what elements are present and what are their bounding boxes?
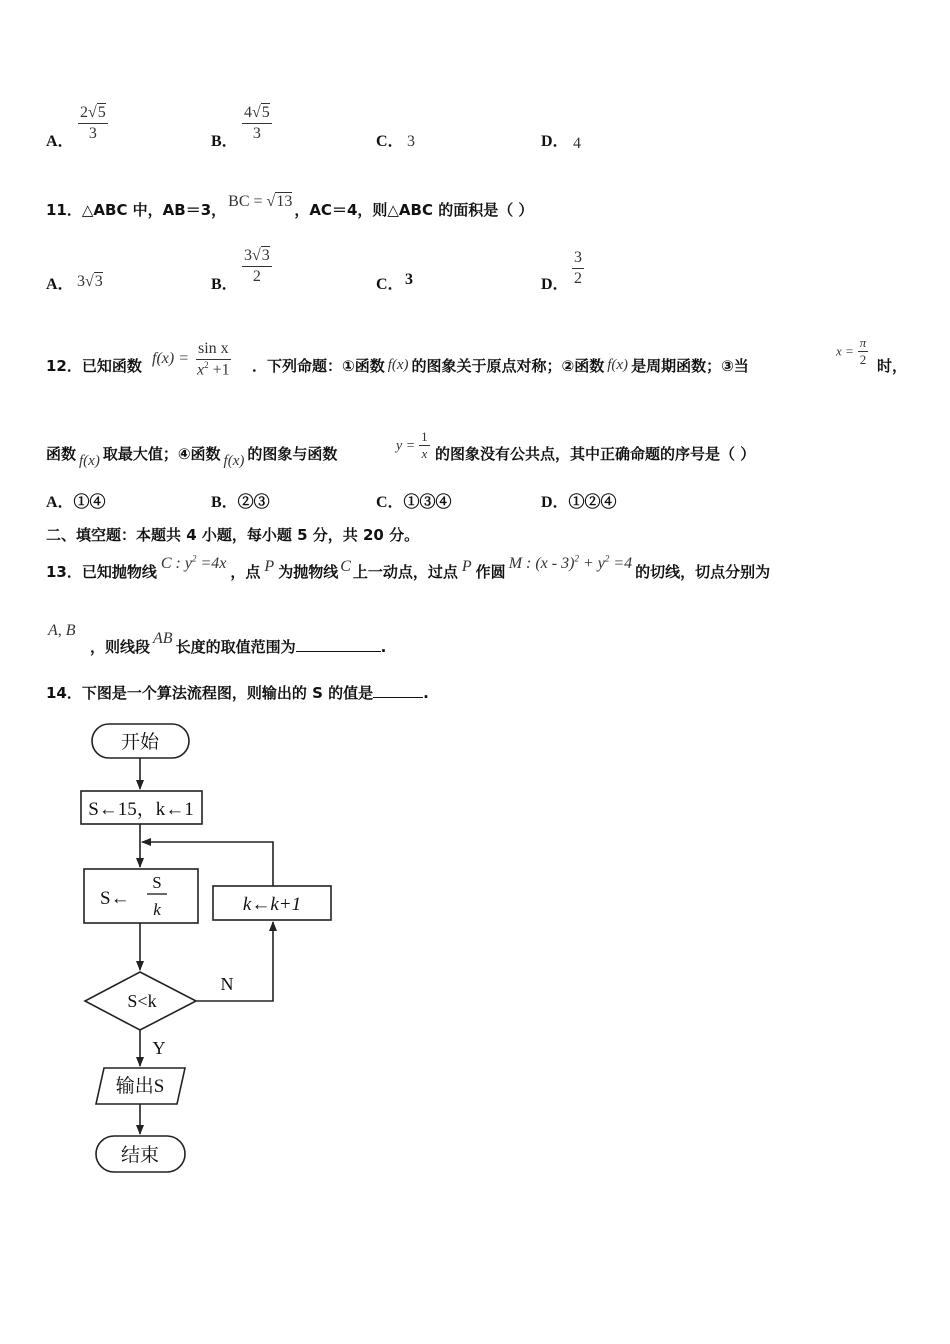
q12-option-b[interactable]: B．②③ [211,494,270,511]
q14-stem: 14．下图是一个算法流程图，则输出的 S 的值是 . [46,684,429,702]
flow-arrow-no-branch [196,922,273,1001]
q12-option-d[interactable]: D．①②④ [541,494,617,511]
q12-stem-b: ．下列命题：①函数 f(x) 的图象关于原点对称；②函数 f(x) 是周期函数；③当 [252,357,749,375]
q12-line2: 函数 f(x) 取最大值；④函数 f(x) 的图象与函数 [46,445,338,469]
q12-function-def: f(x) = $\frac{\text{sin x}}{x^2 +1}$ [152,340,230,378]
q12-line2-end: 的图象没有公共点，其中正确命题的序号是（ ） [435,445,756,463]
flow-condition-label: S<k [127,991,157,1011]
q12-x-eq-pi-half: x = $\frac{\pi}{2}$ [836,335,867,368]
q12-stem-label: 12．已知函数 [46,357,142,375]
flow-increment-label: k←k+1 [242,894,302,915]
q13-stem: 13．已知抛物线 C : $y^2 =4x$ ，点 P 为抛物线 C 上一动点，过点 P 作圆 M : $(x - 3)^2 + y^2 =4$ 的切线，切点分别为 [46,553,771,581]
q13-line2: ，则线段 AB 长度的取值范围为 . [90,630,387,656]
q11-option-d-label[interactable]: D． [541,276,569,293]
flow-start-label: 开始 [120,732,160,753]
q11-option-a-value: 3√3 [77,273,103,290]
q13-points-ab: A, B [48,622,76,639]
q10-option-d-value: 4 [573,135,581,152]
q10-option-b-label[interactable]: B． [211,133,238,150]
flow-assign-num: S [152,873,162,892]
q10-option-a-value: $\frac{2√5}{3}$ [80,104,106,142]
q11-option-b-label[interactable]: B． [211,276,238,293]
flow-init-label: S←15，k←1 [88,799,194,820]
flow-yes-label: Y [152,1038,166,1058]
q12-stem-e: 时， [877,357,908,375]
flow-assign-left: S← [100,888,130,909]
q11-stem: 11．△ABC 中，AB＝3， BC = √13 ，AC＝4，则△ABC 的面积是（ ） [46,193,534,219]
q11-option-c-value: 3 [405,271,413,288]
q12-option-c[interactable]: C．①③④ [376,494,452,511]
q10-option-a-label[interactable]: A． [46,133,74,150]
flow-assign-den: k [153,900,161,919]
q11-option-d-value: $\frac{3}{2}$ [574,249,582,287]
q13-parabola: C : $y^2 =4x$ [160,553,227,572]
q11-bc-expr: BC = √13 [228,193,293,210]
q10-option-d-label[interactable]: D． [541,133,569,150]
q10-option-c-value: 3 [407,133,415,150]
flow-end-label: 结束 [120,1145,160,1166]
q11-option-b-value: $\frac{3√3}{2}$ [244,247,270,285]
q11-option-a-label[interactable]: A． [46,276,74,293]
q13-circle: M : $(x - 3)^2 + y^2 =4$ [508,553,633,572]
q10-option-b-value: $\frac{4√5}{3}$ [244,104,270,142]
section-fill-in-header: 二、填空题：本题共 4 小题，每小题 5 分，共 20 分。 [46,526,420,544]
q11-option-c-label[interactable]: C． [376,276,404,293]
q10-option-c-label[interactable]: C． [376,133,404,150]
flow-no-label: N [220,974,234,994]
flow-output-label: 输出S [115,1076,165,1097]
q12-y-eq-one-over-x: y = $\frac{1}{x}$ [396,429,428,462]
q12-option-a[interactable]: A．①④ [46,494,106,511]
